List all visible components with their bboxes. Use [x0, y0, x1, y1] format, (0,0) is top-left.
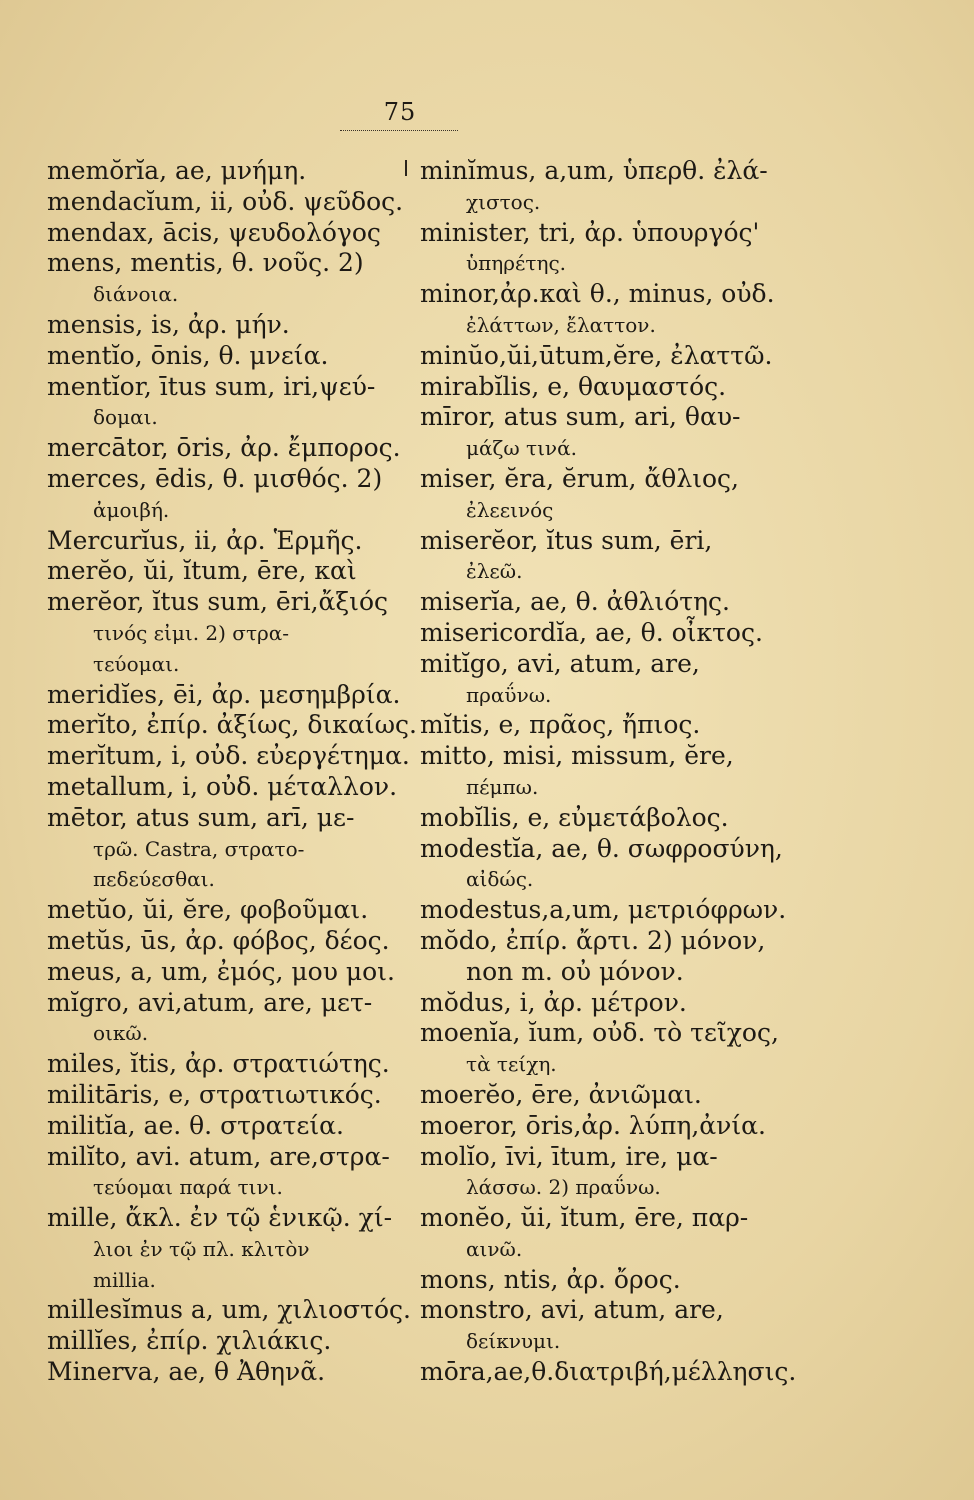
- right-entry-continuation: αἰδώς.: [466, 867, 534, 892]
- left-entry: militĭa, ae. θ. στρατεία.: [47, 1110, 344, 1140]
- left-entry: meus, a, um, ἐμός, μου μοι.: [47, 956, 395, 986]
- right-entry-continuation: χιστος.: [466, 189, 541, 214]
- right-entry-continuation: τὰ τείχη.: [466, 1052, 557, 1077]
- right-entry: modestus,a,um, μετριόφρων.: [420, 895, 787, 925]
- right-entry-continuation: αινῶ.: [466, 1236, 523, 1261]
- right-entry: modestĭa, ae, θ. σωφροσύνη,: [420, 833, 783, 863]
- right-entry: mitto, misi, missum, ĕre,: [420, 741, 734, 771]
- left-entry: militāris, e, στρατιωτικός.: [47, 1079, 382, 1109]
- left-entry: Mercurĭus, ii, ἀρ. Ἑρμῆς.: [47, 525, 363, 555]
- right-entry: mobĭlis, e, εὐμετάβολος.: [420, 802, 729, 832]
- right-entry: mitĭgo, avi, atum, are,: [420, 648, 700, 678]
- left-entry-continuation: millia.: [93, 1267, 156, 1292]
- left-entry-continuation: τρῶ. Castra, στρατο-: [93, 836, 305, 861]
- left-entry: merĭto, ἐπίρ. ἀξίως, δικαίως.: [47, 710, 417, 740]
- right-entry-continuation: ἐλεῶ.: [466, 559, 523, 584]
- right-entry-continuation: πραΰνω.: [466, 682, 552, 707]
- right-entry: monstro, avi, atum, are,: [420, 1295, 724, 1325]
- left-entry-continuation: ἀμοιβή.: [93, 497, 170, 522]
- left-entry-continuation: πεδεύεσθαι.: [93, 867, 215, 892]
- left-entry: mercātor, ōris, ἀρ. ἔμπορος.: [47, 433, 401, 463]
- right-entry-continuation: μάζω τινά.: [466, 436, 577, 461]
- left-entry: mentĭo, ōnis, θ. μνεία.: [47, 340, 329, 370]
- right-entry: mōra,ae,θ.διατριβή,μέλλησις.: [420, 1357, 797, 1387]
- right-entry: miserĕor, ĭtus sum, ēri,: [420, 525, 713, 555]
- left-entry-continuation: τεύομαι παρά τινι.: [93, 1175, 283, 1200]
- right-entry: minor,ἀρ.καὶ θ., minus, οὐδ.: [420, 279, 775, 309]
- right-entry: monĕo, ŭi, ĭtum, ēre, παρ-: [420, 1203, 749, 1233]
- column-divider: [405, 160, 407, 176]
- left-entry: miles, ĭtis, ἀρ. στρατιώτης.: [47, 1049, 390, 1079]
- left-entry-continuation: διάνοια.: [93, 282, 179, 307]
- left-entry: millesĭmus a, um, χιλιοστός.: [47, 1295, 411, 1325]
- right-entry: mirabĭlis, e, θαυμαστός.: [420, 371, 727, 401]
- right-entry-continuation: non m. οὐ μόνον.: [466, 956, 684, 986]
- right-entry: minŭo,ŭi,ūtum,ĕre, ἐλαττῶ.: [420, 340, 773, 370]
- left-entry: memŏrĭa, ae, μνήμη.: [47, 156, 307, 185]
- right-entry-continuation: ἐλεεινός: [466, 497, 554, 522]
- left-entry: metallum, i, οὐδ. μέταλλον.: [47, 771, 398, 801]
- right-entry: minister, tri, ἀρ. ὑπουργός': [420, 217, 760, 247]
- left-column: [47, 156, 417, 1388]
- left-entry: mētor, atus sum, arī, με-: [47, 802, 355, 832]
- right-entry-continuation: ἐλάττων, ἔλαττον.: [466, 312, 656, 337]
- left-entry: mendacĭum, ii, οὐδ. ψεῦδος.: [47, 186, 404, 216]
- left-entry: mille, ἄκλ. ἐν τῷ ἑνικῷ. χί-: [47, 1203, 393, 1233]
- right-entry: moeror, ōris,ἀρ. λύπη,ἀνία.: [420, 1110, 767, 1140]
- right-entry: mŏdus, i, ἀρ. μέτρον.: [420, 987, 687, 1017]
- right-entry: miserĭa, ae, θ. ἀθλιότης.: [420, 587, 730, 617]
- right-entry: mons, ntis, ἀρ. ὄρος.: [420, 1264, 681, 1294]
- left-entry-continuation: τεύομαι.: [93, 651, 180, 676]
- left-entry: merces, ēdis, θ. μισθός. 2): [47, 463, 383, 493]
- left-entry: merĕor, ĭtus sum, ēri,ἄξιός: [47, 587, 389, 617]
- right-entry: mīror, atus sum, ari, θαυ-: [420, 402, 741, 432]
- right-entry: miser, ĕra, ĕrum, ἄθλιος,: [420, 463, 739, 493]
- left-entry: mentĭor, ītus sum, iri,ψεύ-: [47, 371, 376, 401]
- page-number: 75: [383, 98, 417, 126]
- left-entry-continuation: λιοι ἐν τῷ πλ. κλιτὸν: [93, 1236, 310, 1261]
- left-entry: mensis, is, ἀρ. μήν.: [47, 309, 290, 339]
- left-entry: merĭtum, i, οὐδ. εὐεργέτημα.: [47, 741, 410, 771]
- left-entry: milĭto, avi. atum, are,στρα-: [47, 1141, 390, 1171]
- right-entry-continuation: ὑπηρέτης.: [466, 251, 567, 276]
- right-entry-continuation: δείκνυμι.: [466, 1329, 561, 1354]
- right-entry: mĭtis, e, πρᾶος, ἤπιος.: [420, 710, 701, 740]
- right-entry: mŏdo, ἐπίρ. ἄρτι. 2) μόνον,: [420, 925, 766, 955]
- left-entry-continuation: τινός εἰμι. 2) στρα-: [93, 620, 290, 645]
- right-entry: moenĭa, ĭum, οὐδ. τὸ τεῖχος,: [420, 1018, 779, 1048]
- left-entry-continuation: δομαι.: [93, 405, 158, 430]
- right-entry: minĭmus, a,um, ὑπερθ. ἐλά-: [420, 156, 768, 185]
- left-entry: mendax, ācis, ψευδολόγος: [47, 217, 381, 247]
- left-entry: metŭs, ūs, ἀρ. φόβος, δέος.: [47, 925, 390, 955]
- left-entry: Minerva, ae, θ Ἀθηνᾶ.: [47, 1357, 326, 1387]
- right-entry: moerĕo, ēre, ἀνιῶμαι.: [420, 1079, 702, 1109]
- right-entry: misericordĭa, ae, θ. οἶκτος.: [420, 617, 763, 647]
- left-entry: merĕo, ŭi, ĭtum, ēre, καὶ: [47, 556, 357, 586]
- right-entry-continuation: λάσσω. 2) πραΰνω.: [466, 1175, 661, 1200]
- right-entry: molĭo, īvi, ītum, ire, μα-: [420, 1141, 718, 1171]
- left-entry: millĭes, ἐπίρ. χιλιάκις.: [47, 1326, 332, 1356]
- page-number-rule: [340, 130, 458, 131]
- left-entry: mĭgro, avi,atum, are, μετ-: [47, 987, 373, 1017]
- right-column: [420, 156, 797, 1388]
- right-entry-continuation: πέμπω.: [466, 774, 539, 799]
- left-entry: metŭo, ŭi, ĕre, φοβοῦμαι.: [47, 895, 369, 925]
- left-entry: mens, mentis, θ. νοῦς. 2): [47, 248, 364, 278]
- left-entry-continuation: οικῶ.: [93, 1021, 149, 1046]
- left-entry: meridĭes, ēi, ἀρ. μεσημβρία.: [47, 679, 401, 709]
